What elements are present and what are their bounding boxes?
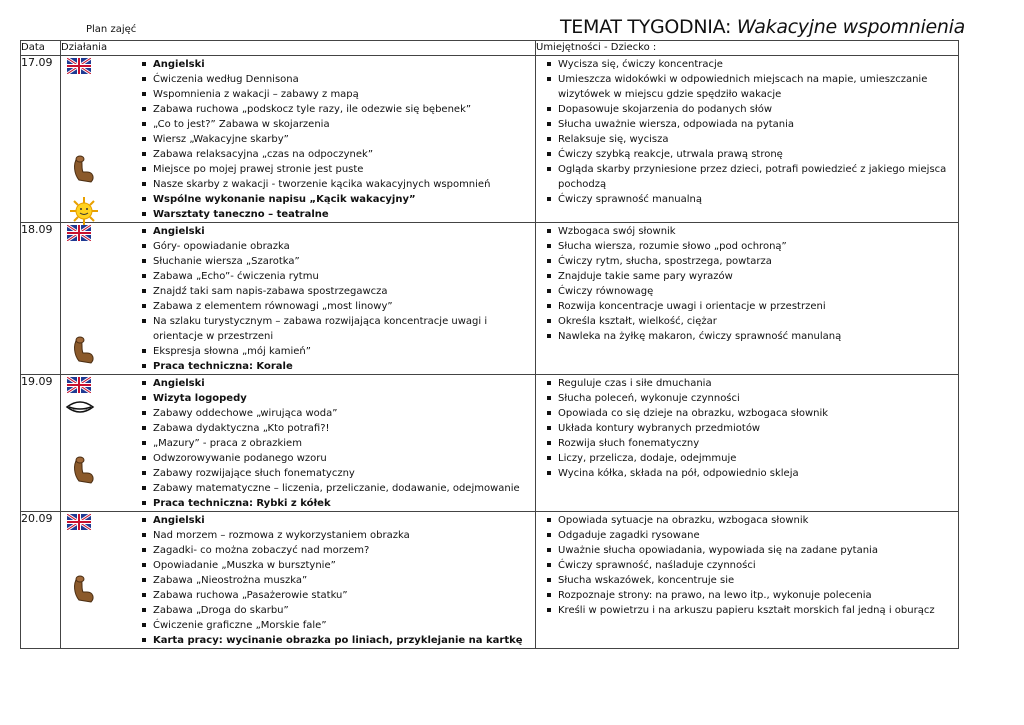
skill-item: Słucha uważnie wiersza, odpowiada na pytania: [544, 117, 952, 132]
skill-item: Słucha wskazówek, koncentruje sie: [544, 573, 952, 588]
skill-item: Reguluje czas i siłe dmuchania: [544, 376, 952, 391]
week-topic: [560, 16, 965, 38]
uk-flag-icon: [67, 225, 91, 241]
topic-label: TEMAT TYGODNIA:: [560, 16, 732, 38]
skill-item: Określa kształt, wielkość, ciężar: [544, 314, 952, 329]
skill-item: Opowiada co się dzieje na obrazku, wzbogaca słownik: [544, 406, 952, 421]
activity-item: Opowiadanie „Muszka w bursztynie”: [139, 558, 535, 573]
day-date: 19.09: [21, 375, 61, 512]
activity-item: Ekspresja słowna „mój kamień”: [139, 344, 535, 359]
activity-item: Ćwiczenie graficzne „Morskie fale”: [139, 618, 535, 633]
skill-item: Ćwiczy rytm, słucha, spostrzega, powtarza: [544, 254, 952, 269]
header-activities: Działania: [61, 41, 536, 56]
table-body: [21, 56, 959, 649]
topic-value: Wakacyjne wspomnienia: [736, 16, 965, 38]
skill-item: Rozwija koncentracje uwagi i orientacje w przestrzeni: [544, 299, 952, 314]
activity-item: Wiersz „Wakacyjne skarby”: [139, 132, 535, 147]
table-row: [21, 375, 959, 512]
activity-item: Warsztaty taneczno – teatralne: [139, 207, 535, 222]
flexed-arm-icon: [71, 574, 97, 608]
activity-item: Góry- opowiadanie obrazka: [139, 239, 535, 254]
activity-item: Ćwiczenia według Dennisona: [139, 72, 535, 87]
activity-item: Angielski: [139, 224, 535, 239]
activity-item: Wizyta logopedy: [139, 391, 535, 406]
activities-cell: [61, 512, 536, 649]
activity-item: Zabawa „Nieostrożna muszka”: [139, 573, 535, 588]
skill-item: Umieszcza widokówki w odpowiednich miejscach na mapie, umieszczanie wizytówek w miejscu gdzie spędziło wakacje: [544, 72, 952, 102]
skill-item: Uważnie słucha opowiadania, wypowiada się na zadane pytania: [544, 543, 952, 558]
skills-cell: [536, 56, 959, 223]
activities-list: [139, 224, 535, 374]
day-date: 17.09: [21, 56, 61, 223]
activity-item: Angielski: [139, 57, 535, 72]
activity-item: Zabawy matematyczne – liczenia, przeliczanie, dodawanie, odejmowanie: [139, 481, 535, 496]
activity-item: Słuchanie wiersza „Szarotka”: [139, 254, 535, 269]
header-skills: Umiejętności - Dziecko :: [536, 41, 959, 56]
skill-item: Wycisza się, ćwiczy koncentracje: [544, 57, 952, 72]
activity-item: Zabawa dydaktyczna „Kto potrafi?!: [139, 421, 535, 436]
skill-item: Układa kontury wybranych przedmiotów: [544, 421, 952, 436]
skills-cell: [536, 223, 959, 375]
activity-item: „Co to jest?” Zabawa w skojarzenia: [139, 117, 535, 132]
flexed-arm-icon: [71, 455, 97, 489]
activity-item: Praca techniczna: Rybki z kółek: [139, 496, 535, 511]
table-row: [21, 223, 959, 375]
uk-flag-icon: [67, 377, 91, 393]
skills-cell: [536, 512, 959, 649]
activities-list: [139, 513, 535, 648]
activity-item: Zagadki- co można zobaczyć nad morzem?: [139, 543, 535, 558]
skill-item: Rozwija słuch fonematyczny: [544, 436, 952, 451]
activity-item: Angielski: [139, 376, 535, 391]
skill-item: Relaksuje się, wycisza: [544, 132, 952, 147]
skills-list: [544, 513, 952, 618]
skill-item: Dopasowuje skojarzenia do podanych słów: [544, 102, 952, 117]
activity-item: Karta pracy: wycinanie obrazka po liniach, przyklejanie na kartkę: [139, 633, 535, 648]
flexed-arm-icon: [71, 335, 97, 369]
activity-item: Zabawa ruchowa „Pasażerowie statku”: [139, 588, 535, 603]
activity-item: Wspomnienia z wakacji – zabawy z mapą: [139, 87, 535, 102]
activities-list: [139, 376, 535, 511]
mouth-icon: [65, 399, 95, 421]
skills-list: [544, 57, 952, 207]
skill-item: Słucha poleceń, wykonuje czynności: [544, 391, 952, 406]
table-header-row: [21, 41, 959, 56]
activity-item: Zabawy oddechowe „wirująca woda”: [139, 406, 535, 421]
skill-item: Wzbogaca swój słownik: [544, 224, 952, 239]
activity-item: Znajdź taki sam napis-zabawa spostrzegawcza: [139, 284, 535, 299]
activity-item: Zabawa z elementem równowagi „most linowy”: [139, 299, 535, 314]
activity-item: Nad morzem – rozmowa z wykorzystaniem obrazka: [139, 528, 535, 543]
activity-item: Na szlaku turystycznym – zabawa rozwijająca koncentracje uwagi i orientacje w przestrzeni: [139, 314, 535, 344]
activity-item: Zabawa relaksacyjna „czas na odpoczynek”: [139, 147, 535, 162]
skill-item: Nawleka na żyłkę makaron, ćwiczy sprawność manulaną: [544, 329, 952, 344]
uk-flag-icon: [67, 58, 91, 74]
activities-list: [139, 57, 535, 222]
plan-table: [20, 40, 959, 649]
skill-item: Ćwiczy sprawność, naśladuje czynności: [544, 558, 952, 573]
activity-item: Zabawa „Echo”- ćwiczenia rytmu: [139, 269, 535, 284]
skill-item: Ćwiczy równowagę: [544, 284, 952, 299]
activity-item: Zabawa „Droga do skarbu”: [139, 603, 535, 618]
skill-item: Odgaduje zagadki rysowane: [544, 528, 952, 543]
uk-flag-icon: [67, 514, 91, 530]
activity-item: Angielski: [139, 513, 535, 528]
skill-item: Wycina kółka, składa na pół, odpowiednio skleja: [544, 466, 952, 481]
activity-item: Nasze skarby z wakacji - tworzenie kącika wakacyjnych wspomnień: [139, 177, 535, 192]
header-date: Data: [21, 41, 61, 56]
activity-item: Zabawy rozwijające słuch fonematyczny: [139, 466, 535, 481]
skill-item: Kreśli w powietrzu i na arkuszu papieru kształt morskich fal jedną i oburącz: [544, 603, 952, 618]
activity-item: Praca techniczna: Korale: [139, 359, 535, 374]
activity-item: „Mazury” - praca z obrazkiem: [139, 436, 535, 451]
activity-item: Zabawa ruchowa „podskocz tyle razy, ile odezwie się bębenek”: [139, 102, 535, 117]
activity-item: Miejsce po mojej prawej stronie jest puste: [139, 162, 535, 177]
skill-item: Znajduje takie same pary wyrazów: [544, 269, 952, 284]
activity-item: Wspólne wykonanie napisu „Kącik wakacyjny”: [139, 192, 535, 207]
activities-cell: [61, 223, 536, 375]
skill-item: Ćwiczy sprawność manualną: [544, 192, 952, 207]
skill-item: Rozpoznaje strony: na prawo, na lewo itp., wykonuje polecenia: [544, 588, 952, 603]
flexed-arm-icon: [71, 154, 97, 188]
skills-list: [544, 224, 952, 344]
skill-item: Słucha wiersza, rozumie słowo „pod ochroną”: [544, 239, 952, 254]
activity-item: Odwzorowywanie podanego wzoru: [139, 451, 535, 466]
skill-item: Ćwiczy szybką reakcje, utrwala prawą stronę: [544, 147, 952, 162]
plan-label: Plan zajęć: [86, 24, 137, 35]
skills-list: [544, 376, 952, 481]
skill-item: Opowiada sytuacje na obrazku, wzbogaca słownik: [544, 513, 952, 528]
skill-item: Ogląda skarby przyniesione przez dzieci, potrafi powiedzieć z jakiego miejsca pochodzą: [544, 162, 952, 192]
skill-item: Liczy, przelicza, dodaje, odejmmuje: [544, 451, 952, 466]
day-date: 18.09: [21, 223, 61, 375]
skills-cell: [536, 375, 959, 512]
table-row: [21, 56, 959, 223]
day-date: 20.09: [21, 512, 61, 649]
activities-cell: [61, 56, 536, 223]
table-row: [21, 512, 959, 649]
activities-cell: [61, 375, 536, 512]
